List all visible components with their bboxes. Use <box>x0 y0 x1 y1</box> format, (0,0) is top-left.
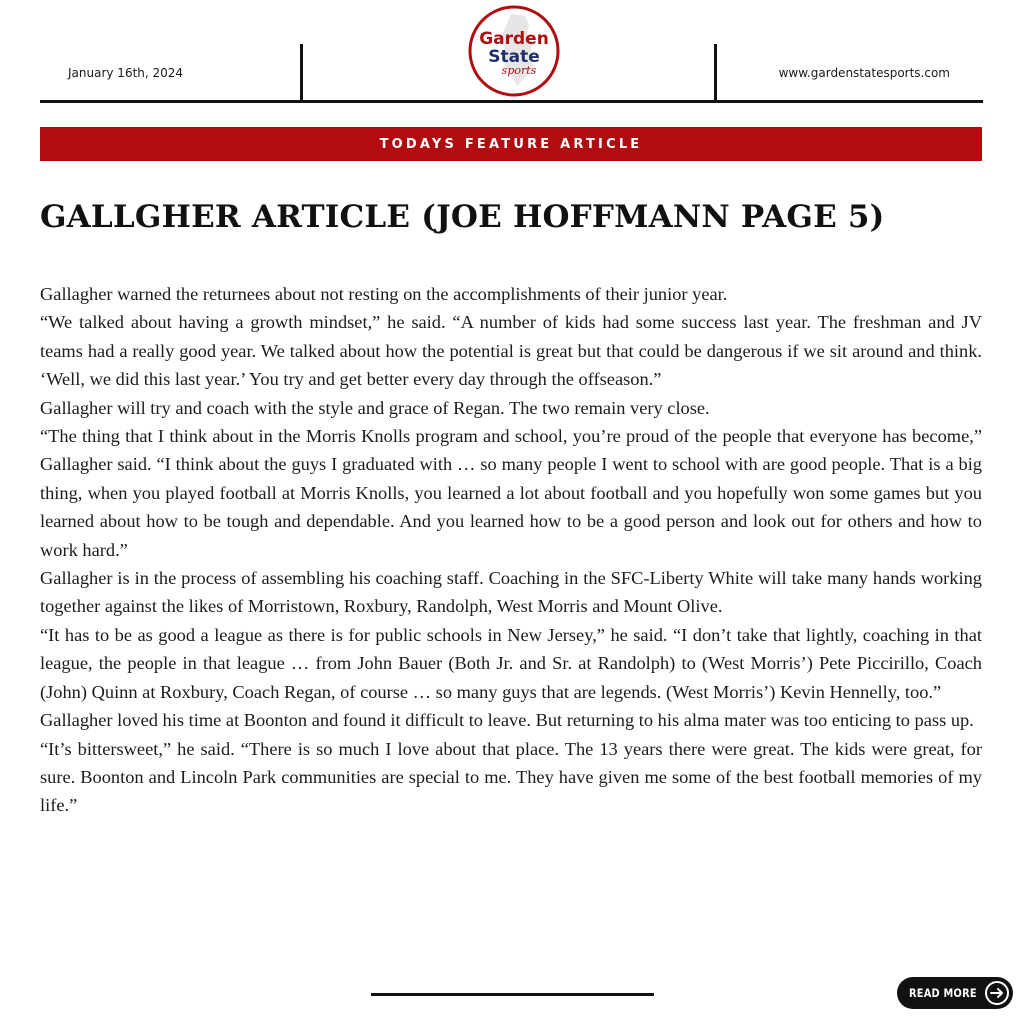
article-paragraph: “It has to be as good a league as there is for public schools in New Jersey,” he said. “I don’t take that lightly, coaching in that league, the people in that league … from John Bauer (Both Jr. and Sr. at Randolph) to (West Morris’) Pete Piccirillo, Coach (John) Quinn at Roxbury, Coach Regan, of course … so many guys that are legends. (West Morris’) Kevin Hennelly, too.” <box>40 624 982 702</box>
publish-date: January 16th, 2024 <box>68 66 184 80</box>
logo-icon <box>467 4 561 98</box>
header-divider-right <box>714 44 717 102</box>
article-paragraph: Gallagher loved his time at Boonton and found it difficult to leave. But returning to his alma mater was too enticing to pass up. <box>40 710 974 731</box>
read-more-button[interactable] <box>897 977 1013 1009</box>
footer-rule <box>371 993 654 996</box>
feature-banner <box>40 127 982 161</box>
arrow-right-circle-icon <box>984 980 1010 1006</box>
garden-state-sports-logo <box>467 4 561 98</box>
article-paragraph: “It’s bittersweet,” he said. “There is so much I love about that place. The 13 years there were great. The kids were great, for sure. Boonton and Lincoln Park communities are special to me. They have given me some of the best football memories of my life.” <box>40 738 982 816</box>
article-paragraph: Gallagher warned the returnees about not resting on the accomplishments of their junior year. <box>40 284 728 304</box>
article-paragraph: Gallagher will try and coach with the style and grace of Regan. The two remain very close. <box>40 397 710 418</box>
read-more-label: READ MORE <box>909 986 977 1000</box>
article-title: GALLGHER ARTICLE (JOE HOFFMANN PAGE 5) <box>40 199 885 235</box>
logo-text-sports: sports <box>501 64 537 77</box>
article-paragraph: “We talked about having a growth mindset,” he said. “A number of kids had some success last year. The freshman and JV teams had a really good year. We talked about how the potential is great but that could be dangerous if we sit around and think. ‘Well, we did this last year.’ You try and get better every day through the offseason.” <box>40 312 982 390</box>
article-paragraph: “The thing that I think about in the Morris Knolls program and school, you’re proud of the people that everyone has become,” Gallagher said. “I think about the guys I graduated with … so many people I went to school with are good people. That is a big thing, when you played football at Morris Knolls, you learned a lot about football and you hopefully won some games but you learned about how to be tough and dependable. And you learned how to be a good person and look out for others and how to work hard.” <box>40 426 982 560</box>
header-rule <box>40 100 983 103</box>
logo-text-garden: Garden <box>479 29 549 49</box>
logo-text-state: State <box>488 47 540 67</box>
header-divider-left <box>300 44 303 102</box>
article-paragraph: Gallagher is in the process of assembling his coaching staff. Coaching in the SFC-Liberty White will take many hands working together against the likes of Morristown, Roxbury, Randolph, West Morris and Mount Olive. <box>40 568 982 617</box>
feature-banner-label: TODAYS FEATURE ARTICLE <box>379 136 643 152</box>
article-body <box>40 280 982 820</box>
website-url: www.gardenstatesports.com <box>778 66 950 80</box>
